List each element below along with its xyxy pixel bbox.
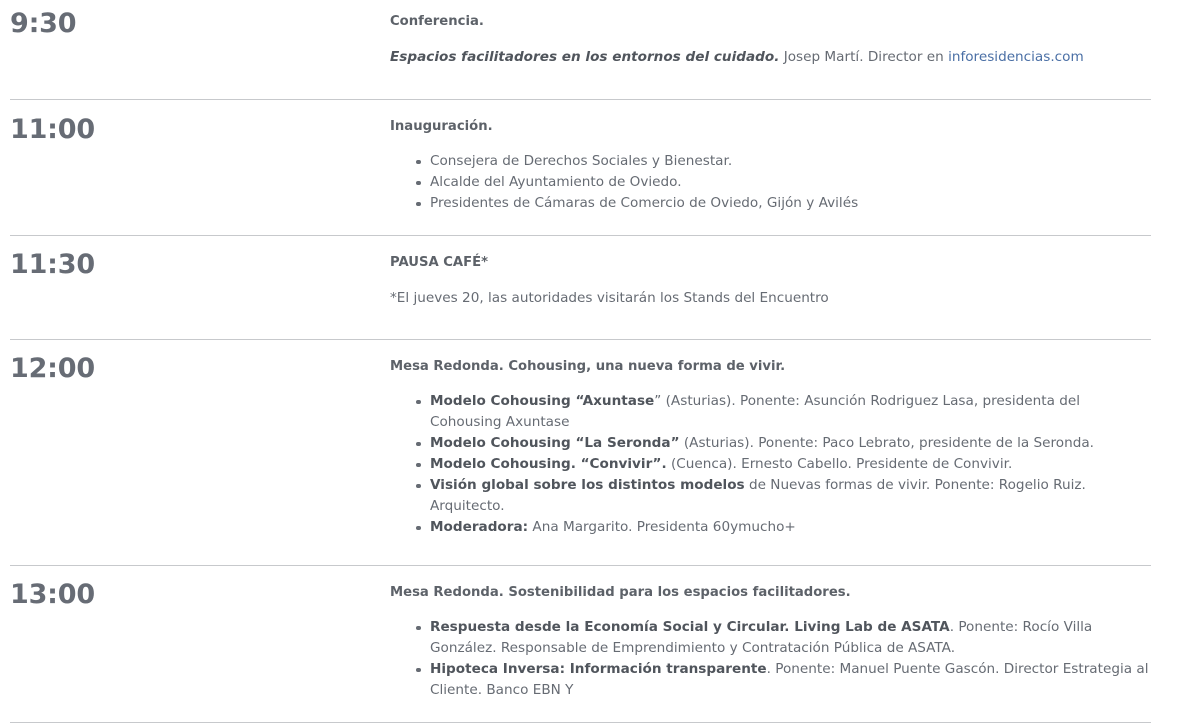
item-text: de Nuevas formas de vivir. Ponente: Rogelio Ruiz. Arquitecto. [430, 477, 1086, 514]
divider [10, 722, 1151, 723]
list-item: Consejera de Derechos Sociales y Bienestar. [430, 151, 1150, 172]
time-label: 12:00 [10, 353, 95, 384]
sustainability-list [390, 617, 1150, 701]
slot-title: PAUSA CAFÉ* [390, 255, 489, 270]
slot-title: Mesa Redonda. Cohousing, una nueva forma de vivir. [390, 359, 786, 374]
item-bold: Modelo Cohousing “Axuntase [430, 393, 655, 409]
slot-content [390, 252, 1150, 309]
conference-title: Espacios facilitadores en los entornos del cuidado. [390, 49, 780, 65]
list-item [430, 659, 1150, 701]
inauguration-list [390, 151, 1150, 214]
item-bold: Moderadora: [430, 519, 529, 535]
slot-content [390, 116, 1150, 214]
list-item: Alcalde del Ayuntamiento de Oviedo. [430, 172, 1150, 193]
divider [10, 99, 1151, 100]
slot-content [390, 356, 1150, 538]
item-text: . Ponente: Rocío Villa González. Responsable de Emprendimiento y Contratación Pública de ASATA. [430, 619, 1093, 656]
time-label: 13:00 [10, 579, 95, 610]
time-label: 11:00 [10, 114, 95, 145]
item-bold: Modelo Cohousing. “Convivir”. [430, 456, 667, 472]
inforesidencias-link[interactable]: inforesidencias.com [948, 49, 1084, 65]
cohousing-list [390, 391, 1150, 538]
divider [10, 235, 1151, 236]
list-item [430, 517, 1150, 538]
slot-content [390, 11, 1150, 68]
slot-title: Inauguración. [390, 119, 493, 134]
list-item [430, 433, 1150, 454]
item-text: ” (Asturias). Ponente: Asunción Rodriguez Lasa, presidenta del Cohousing Axuntase [430, 393, 1080, 430]
item-bold: Visión global sobre los distintos modelos [430, 477, 745, 493]
item-text: . Ponente: Manuel Puente Gascón. Director Estrategia al Cliente. Banco EBN Y [430, 661, 1149, 698]
item-bold: Hipoteca Inversa: Información transparente [430, 661, 767, 677]
list-item [430, 617, 1150, 659]
item-text: (Cuenca). Ernesto Cabello. Presidente de Convivir. [666, 456, 1013, 472]
slot-title: Conferencia. [390, 14, 484, 29]
item-bold: Modelo Cohousing “La Seronda” [430, 435, 680, 451]
item-text: (Asturias). Ponente: Paco Lebrato, presidente de la Seronda. [679, 435, 1094, 451]
item-text: Ana Margarito. Presidenta 60ymucho+ [528, 519, 796, 535]
item-bold: Respuesta desde la Economía Social y Circular. Living Lab de ASATA [430, 619, 950, 635]
time-label: 9:30 [10, 8, 77, 39]
list-item [430, 454, 1150, 475]
list-item [430, 391, 1150, 433]
list-item: Presidentes de Cámaras de Comercio de Oviedo, Gijón y Avilés [430, 193, 1150, 214]
conference-description [390, 47, 1150, 68]
coffee-break-note: *El jueves 20, las autoridades visitarán los Stands del Encuentro [390, 290, 829, 306]
conference-speaker: Josep Martí. Director en [779, 49, 949, 65]
slot-content [390, 582, 1150, 701]
divider [10, 339, 1151, 340]
list-item [430, 475, 1150, 517]
divider [10, 565, 1151, 566]
slot-title: Mesa Redonda. Sostenibilidad para los espacios facilitadores. [390, 585, 851, 600]
time-label: 11:30 [10, 249, 95, 280]
